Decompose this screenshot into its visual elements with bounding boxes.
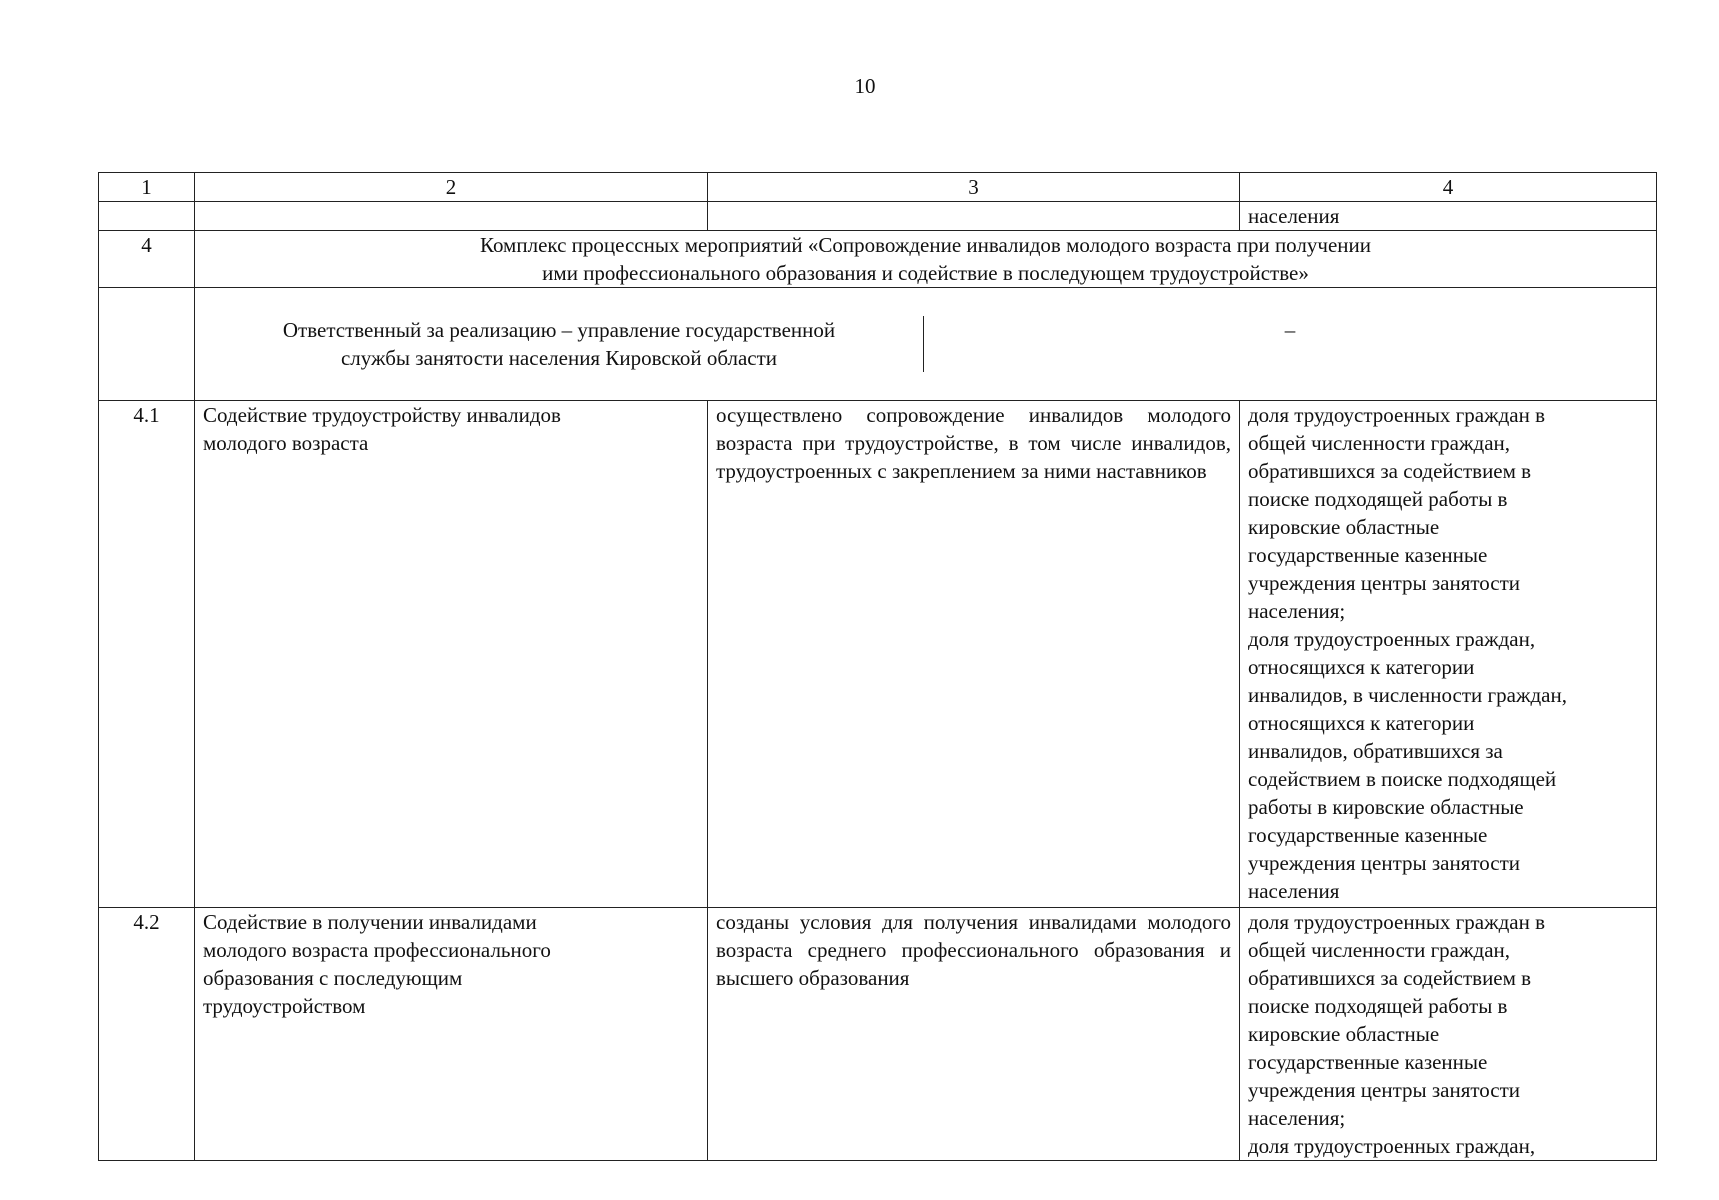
header-col-4: 4 [1240, 173, 1657, 202]
responsible-value: – [1284, 318, 1296, 342]
row-indicator: доля трудоустроенных граждан в общей численности граждан, обратившихся за содействием в поиске подходящей работы в кировские областные государственные казенные учреждения центры занятости населения; доля трудоустроенных граждан, относящихся к категории инвалидов, в численности граждан, относящихся к категории инвалидов, обратившихся за содействием в поиске подходящей работы в кировские областные государственные казенные учреждения центры занятости населения [1240, 401, 1657, 908]
row-indicator: доля трудоустроенных граждан в общей численности граждан, обратившихся за содействием в поиске подходящей работы в кировские областные государственные казенные учреждения центры занятости населения; доля трудоустроенных граждан, [1240, 908, 1657, 1161]
row-result: созданы условия для получения инвалидами молодого возраста среднего профессионального образования и высшего образования [708, 908, 1240, 1161]
continued-cell-2 [195, 202, 708, 231]
row-task: Содействие в получении инвалидами молодого возраста профессионального образования с последующим трудоустройством [195, 908, 708, 1161]
header-col-1: 1 [99, 173, 195, 202]
continued-cell-3 [708, 202, 1240, 231]
table-row [99, 908, 1657, 1161]
row-result: осуществлено сопровождение инвалидов молодого возраста при трудоустройстве, в том числе инвалидов, трудоустроенных с закреплением за ними наставников [708, 401, 1240, 908]
section-number: 4 [99, 231, 195, 288]
responsible-row [99, 288, 1657, 401]
section-title: Комплекс процессных мероприятий «Сопровождение инвалидов молодого возраста при получении ими профессионального образования и содействие в последующем трудоустройстве» [195, 231, 1657, 288]
continued-row [99, 202, 1657, 231]
page-number: 10 [854, 74, 876, 98]
continued-cell-1 [99, 202, 195, 231]
responsible-empty-cell [99, 288, 195, 401]
responsible-text: Ответственный за реализацию – управление государственной службы занятости населения Кировской области [195, 316, 924, 372]
row-number: 4.1 [99, 401, 195, 908]
responsible-cell [195, 288, 1657, 401]
continued-cell-4: населения [1240, 202, 1657, 231]
table-header-row [99, 173, 1657, 202]
row-task: Содействие трудоустройству инвалидов молодого возраста [195, 401, 708, 908]
header-col-2: 2 [195, 173, 708, 202]
row-number: 4.2 [99, 908, 195, 1161]
measures-table [98, 172, 1657, 1161]
table-row [99, 401, 1657, 908]
section-row [99, 231, 1657, 288]
header-col-3: 3 [708, 173, 1240, 202]
